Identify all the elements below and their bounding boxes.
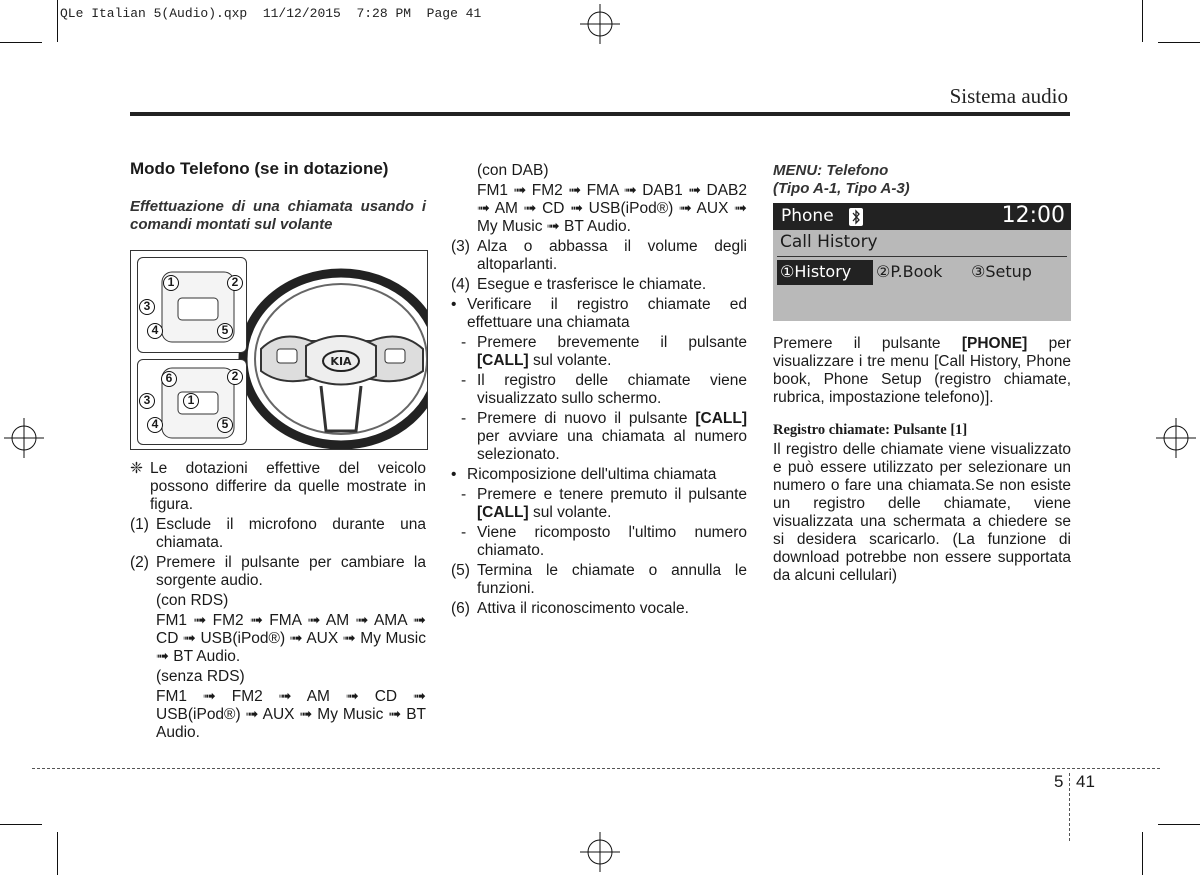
bullet-text: Ricomposizione dell'ultima chiamata	[467, 466, 717, 483]
column-3-body	[773, 335, 1071, 587]
phone-screen	[773, 203, 1071, 321]
page-number: 41	[1076, 772, 1095, 791]
bullet-item	[451, 296, 747, 332]
dash-text: Viene ricomposto l'ultimo numero chiamato.	[477, 524, 747, 559]
crop-mark	[0, 824, 42, 825]
bullet-text: Verificare il registro chiamate ed effettuare una chiamata	[467, 296, 747, 331]
item-number: (5)	[451, 562, 470, 579]
crop-mark	[1158, 824, 1200, 825]
dash-icon: -	[461, 524, 467, 541]
section-title: Sistema audio	[949, 84, 1068, 108]
callout-3: 3	[139, 393, 155, 409]
chapter-number: 5	[1054, 772, 1064, 791]
dash-text: Premere brevemente il pulsante [CALL] sul volante.	[477, 334, 747, 369]
crop-mark	[1158, 42, 1200, 43]
bluetooth-icon	[849, 208, 863, 226]
crop-mark	[0, 42, 42, 43]
item-text: Premere il pulsante per cambiare la sorgente audio.	[156, 554, 426, 589]
callout-2: 2	[227, 275, 243, 291]
list-item	[130, 554, 426, 590]
header-rule	[130, 112, 1070, 116]
call-log-heading: Registro chiamate: Pulsante [1]	[773, 422, 968, 438]
dash-item	[451, 410, 747, 464]
screen-tab-history: ①History	[780, 262, 852, 281]
item-text: Alza o abbassa il volume degli altoparlanti.	[477, 238, 747, 273]
dash-text: Premere e tenere premuto il pulsante [CALL] sul volante.	[477, 486, 747, 521]
section-heading: Modo Telefono (se in dotazione)	[130, 159, 389, 178]
footer-dash	[32, 768, 1160, 769]
column-3-head	[773, 162, 1071, 200]
callout-1: 1	[183, 393, 199, 409]
crop-mark	[1142, 0, 1143, 42]
dash-text: Premere di nuovo il pulsante [CALL] per avviare una chiamata al numero selezionato.	[477, 410, 747, 463]
no-rds-label: (senza RDS)	[156, 668, 245, 685]
callout-2: 2	[227, 369, 243, 385]
list-item	[451, 238, 747, 274]
note-symbol: ❈	[130, 460, 143, 477]
steering-wheel-figure	[130, 250, 428, 450]
screen-clock: 12:00	[1001, 203, 1065, 228]
dash-text: Il registro delle chiamate viene visualizzato sullo schermo.	[477, 372, 747, 407]
screen-tab-phonebook: ②P.Book	[876, 262, 943, 281]
registration-mark-icon	[580, 832, 620, 872]
dash-icon: -	[461, 410, 467, 427]
callout-4: 4	[147, 417, 163, 433]
rds-sequence: FM1 ➟ FM2 ➟ FMA ➟ AM ➟ AMA ➟ CD ➟ USB(iPod®) ➟ AUX ➟ My Music ➟ BT Audio.	[156, 612, 426, 665]
note	[130, 460, 426, 514]
call-log-text: Il registro delle chiamate viene visualizzato e può essere utilizzato per selezionare un numero o fare una chiamata.Se non esiste un registro delle chiamate, viene visualizzata una schermata a chiedere se si desidera scaricarlo. (La funzione di download potrebbe non essere supportata da alcuni cellulari)	[773, 441, 1071, 584]
crop-mark	[57, 832, 58, 875]
bullet-item	[451, 466, 747, 484]
callout-5: 5	[217, 417, 233, 433]
list-item	[451, 600, 747, 618]
menu-types: (Tipo A-1, Tipo A-3)	[773, 180, 910, 197]
dash-item	[451, 334, 747, 370]
item-text: Attiva il riconoscimento vocale.	[477, 600, 689, 617]
phone-paragraph: Premere il pulsante [PHONE] per visualizzare i tre menu [Call History, Phone book, Phone Setup (registro chiamate, rubrica, impostazione telefono)].	[773, 335, 1072, 406]
dab-label: (con DAB)	[477, 162, 549, 179]
list-item	[130, 516, 426, 552]
item-number: (6)	[451, 600, 470, 617]
callout-1: 1	[163, 275, 179, 291]
dash-item	[451, 486, 747, 522]
item-text: Esclude il microfono durante una chiamata.	[156, 516, 426, 551]
list-item	[451, 276, 747, 294]
column-1	[130, 160, 426, 236]
dab-sequence: FM1 ➟ FM2 ➟ FMA ➟ DAB1 ➟ DAB2 ➟ AM ➟ CD ➟ USB(iPod®) ➟ AUX ➟ My Music ➟ BT Audio.	[477, 182, 747, 235]
crop-mark	[1142, 832, 1143, 875]
item-number: (4)	[451, 276, 470, 293]
menu-path: MENU: Telefono	[773, 162, 889, 179]
screen-tab-setup: ③Setup	[971, 262, 1032, 281]
svg-text:KIA: KIA	[330, 355, 352, 368]
item-number: (3)	[451, 238, 470, 255]
callout-6: 6	[161, 371, 177, 387]
subheading: Effettuazione di una chiamata usando i comandi montati sul volante	[130, 198, 426, 233]
note-text: Le dotazioni effettive del veicolo possono differire da quelle mostrate in figura.	[150, 460, 426, 513]
callout-3: 3	[139, 299, 155, 315]
column-2	[451, 162, 747, 620]
item-number: (2)	[130, 554, 149, 571]
registration-mark-icon	[1156, 418, 1196, 458]
dash-icon: -	[461, 372, 467, 389]
dash-item	[451, 524, 747, 560]
screen-mode: Phone	[781, 206, 834, 226]
item-text: Esegue e trasferisce le chiamate.	[477, 276, 707, 293]
rds-label: (con RDS)	[156, 592, 229, 609]
bullet-icon: •	[451, 296, 457, 313]
crop-mark	[57, 0, 58, 42]
dash-icon: -	[461, 486, 467, 503]
dash-icon: -	[461, 334, 467, 351]
list-item	[451, 562, 747, 598]
screen-divider	[777, 256, 1067, 257]
print-slug: QLe Italian 5(Audio).qxp 11/12/2015 7:28 PM Page 41	[60, 6, 482, 21]
item-number: (1)	[130, 516, 149, 533]
column-1-body	[130, 460, 426, 744]
registration-mark-icon	[580, 4, 620, 44]
page-number-divider	[1069, 773, 1070, 841]
screen-title: Call History	[780, 232, 878, 252]
callout-5: 5	[217, 323, 233, 339]
bullet-icon: •	[451, 466, 457, 483]
dash-item	[451, 372, 747, 408]
item-text: Termina le chiamate o annulla le funzioni.	[477, 562, 747, 597]
no-rds-sequence: FM1 ➟ FM2 ➟ AM ➟ CD ➟ USB(iPod®) ➟ AUX ➟ My Music ➟ BT Audio.	[156, 688, 426, 741]
registration-mark-icon	[4, 418, 44, 458]
callout-4: 4	[147, 323, 163, 339]
